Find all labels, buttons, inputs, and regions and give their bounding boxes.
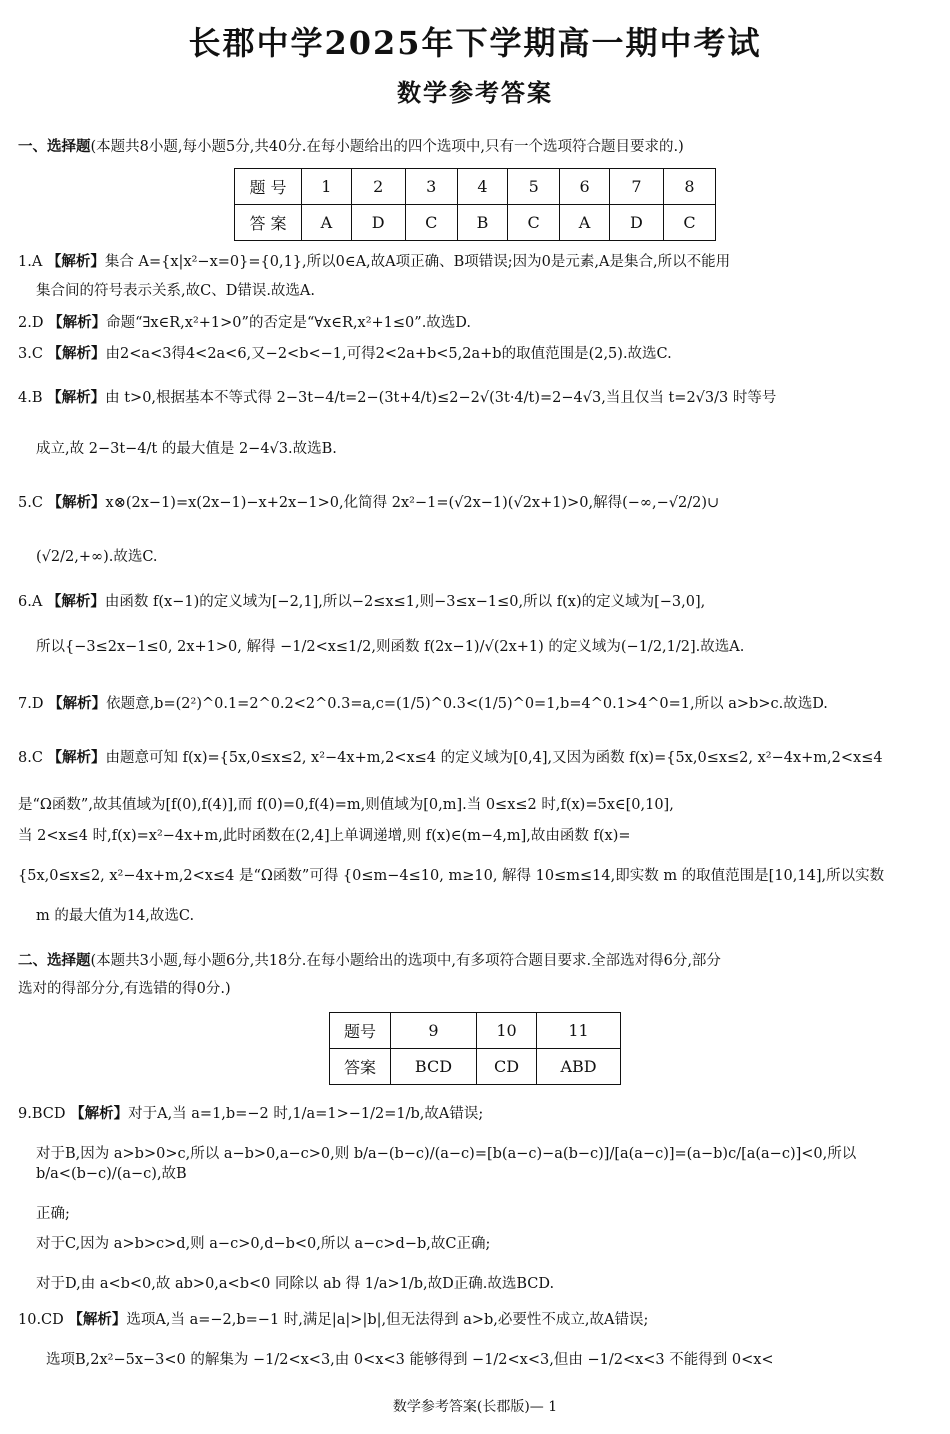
table2-q: 10 — [476, 1013, 536, 1049]
analysis-tag: 【解析】 — [68, 1311, 127, 1328]
table1-q: 7 — [609, 169, 663, 205]
item-line: 正确; — [36, 1206, 70, 1222]
table1-q: 5 — [508, 169, 560, 205]
item-line: 由题意可知 f(x)={5x,0≤x≤2, x²−4x+m,2<x≤4 的定义域为[0,4],又因为函数 f(x)={5x,0≤x≤2, x²−4x+m,2<x≤4 — [105, 750, 883, 766]
table1-q: 2 — [351, 169, 405, 205]
answer-table-2 — [329, 1012, 621, 1085]
table2-answer-row — [330, 1049, 621, 1085]
item-number: 4.B — [18, 390, 43, 406]
section2-note-cont: 选对的得部分分,有选错的得0分.) — [18, 981, 231, 997]
answer-table-1 — [234, 168, 716, 241]
item-line: 集合间的符号表示关系,故C、D错误.故选A. — [36, 283, 316, 299]
item-number: 6.A — [18, 594, 43, 610]
answer-item-4 — [18, 388, 934, 459]
table2-a: BCD — [391, 1049, 477, 1085]
answer-item-9 — [18, 1104, 934, 1294]
answer-item-2 — [18, 313, 934, 333]
page-subtitle: 数学参考答案 — [397, 78, 553, 107]
analysis-tag: 【解析】 — [70, 1105, 129, 1122]
item-number: 8.C — [18, 750, 43, 766]
table1-a: B — [457, 205, 507, 241]
item-number: 7.D — [18, 696, 44, 712]
page-title: 长郡中学2025年下学期高一期中考试 — [188, 24, 762, 62]
analysis-tag: 【解析】 — [48, 314, 107, 331]
table1-answer-row — [235, 205, 716, 241]
analysis-tag: 【解析】 — [47, 389, 106, 406]
table1-a: D — [351, 205, 405, 241]
item-line: 对于B,因为 a>b>0>c,所以 a−b>0,a−c>0,则 b/a−(b−c)/(a−c)=[b(a−c)−a(b−c)]/[a(a−c)]=(a−b)c/[a(a−c)]<0,所以 b/a<(b−c)/(a−c),故B — [36, 1146, 857, 1182]
item-number: 3.C — [18, 346, 43, 362]
table2-a: ABD — [537, 1049, 621, 1085]
table2-q: 9 — [391, 1013, 477, 1049]
section1-title: 一、选择题 — [18, 138, 91, 155]
table2-header-a: 答案 — [330, 1049, 391, 1085]
item-line: 选项B,2x²−5x−3<0 的解集为 −1/2<x<3,由 0<x<3 能够得到 −1/2<x<3,但由 −1/2<x<3 不能得到 0<x< — [46, 1352, 774, 1368]
item-line: m 的最大值为14,故选C. — [36, 908, 195, 924]
section2-title: 二、选择题 — [18, 952, 91, 969]
section1-heading — [18, 133, 934, 161]
item-line: 当 2<x≤4 时,f(x)=x²−4x+m,此时函数在(2,4]上单调递增,则 f(x)∈(m−4,m],故由函数 f(x)= — [18, 828, 631, 844]
item-number: 10.CD — [18, 1312, 64, 1328]
table1-a: A — [560, 205, 610, 241]
table1-q: 8 — [663, 169, 715, 205]
table1-header-q: 题 号 — [235, 169, 302, 205]
table1-header-a: 答 案 — [235, 205, 302, 241]
table1-question-row — [235, 169, 716, 205]
table1-q: 4 — [457, 169, 507, 205]
analysis-tag: 【解析】 — [48, 695, 107, 712]
analysis-tag: 【解析】 — [47, 345, 106, 362]
answer-item-8 — [18, 748, 934, 926]
answer-item-10 — [18, 1310, 934, 1370]
table1-a: C — [508, 205, 560, 241]
analysis-tag: 【解析】 — [46, 253, 105, 270]
table1-q: 6 — [560, 169, 610, 205]
item-line: 是“Ω函数”,故其值域为[f(0),f(4)],而 f(0)=0,f(4)=m,则值域为[0,m].当 0≤x≤2 时,f(x)=5x∈[0,10], — [18, 797, 674, 813]
page-footer: 数学参考答案(长郡版)— 1 — [392, 1399, 558, 1415]
table1-a: A — [302, 205, 352, 241]
item-number: 2.D — [18, 315, 44, 331]
item-line: 所以{−3≤2x−1≤0, 2x+1>0, 解得 −1/2<x≤1/2,则函数 f(2x−1)/√(2x+1) 的定义域为(−1/2,1/2].故选A. — [36, 639, 745, 655]
table2-q: 11 — [537, 1013, 621, 1049]
item-line: 对于C,因为 a>b>c>d,则 a−c>0,d−b<0,所以 a−c>d−b,故C正确; — [36, 1236, 491, 1252]
item-number: 9.BCD — [18, 1106, 66, 1122]
item-number: 5.C — [18, 495, 43, 511]
section1-note: (本题共8小题,每小题5分,共40分.在每小题给出的四个选项中,只有一个选项符合题目要求的.) — [90, 139, 684, 155]
item-line: 依题意,b=(2²)^0.1=2^0.2<2^0.3=a,c=(1/5)^0.3<(1/5)^0=1,b=4^0.1>4^0=1,所以 a>b>c.故选D. — [106, 696, 828, 712]
item-line: 对于D,由 a<b<0,故 ab>0,a<b<0 同除以 ab 得 1/a>1/b,故D正确.故选BCD. — [36, 1276, 555, 1292]
item-line: {5x,0≤x≤2, x²−4x+m,2<x≤4 是“Ω函数”可得 {0≤m−4≤10, m≥10, 解得 10≤m≤14,即实数 m 的取值范围是[10,14],所以实数 — [18, 868, 885, 884]
item-line: 由函数 f(x−1)的定义域为[−2,1],所以−2≤x≤1,则−3≤x−1≤0,所以 f(x)的定义域为[−3,0], — [104, 594, 706, 610]
table1-q: 1 — [302, 169, 352, 205]
analysis-tag: 【解析】 — [46, 593, 105, 610]
section2-note: (本题共3小题,每小题6分,共18分.在每小题给出的选项中,有多项符合题目要求.全部选对得6分,部分 — [90, 953, 721, 969]
answer-item-1 — [18, 252, 934, 301]
item-line: 由2<a<3得4<2a<6,又−2<b<−1,可得2<2a+b<5,2a+b的取值范围是(2,5).故选C. — [105, 346, 672, 362]
analysis-tag: 【解析】 — [47, 494, 106, 511]
answer-item-3 — [18, 344, 934, 364]
table2-question-row — [330, 1013, 621, 1049]
analysis-tag: 【解析】 — [47, 749, 106, 766]
item-line: 对于A,当 a=1,b=−2 时,1/a=1>−1/2=1/b,故A错误; — [128, 1106, 484, 1122]
item-line: 成立,故 2−3t−4/t 的最大值是 2−4√3.故选B. — [36, 441, 337, 457]
table1-a: D — [609, 205, 663, 241]
item-line: 集合 A={x|x²−x=0}={0,1},所以0∈A,故A项正确、B项错误;因为0是元素,A是集合,所以不能用 — [104, 254, 731, 270]
table1-a: C — [405, 205, 457, 241]
item-line: x⊗(2x−1)=x(2x−1)−x+2x−1>0,化简得 2x²−1=(√2x−1)(√2x+1)>0,解得(−∞,−√2/2)∪ — [105, 495, 720, 511]
item-line: 选项A,当 a=−2,b=−1 时,满足|a|>|b|,但无法得到 a>b,必要性不成立,故A错误; — [126, 1312, 649, 1328]
table1-a: C — [663, 205, 715, 241]
item-line: (√2/2,+∞).故选C. — [36, 549, 158, 565]
table2-a: CD — [476, 1049, 536, 1085]
answer-item-7 — [18, 694, 934, 714]
table2-header-q: 题号 — [330, 1013, 391, 1049]
table1-q: 3 — [405, 169, 457, 205]
item-line: 命题“∃x∈R,x²+1>0”的否定是“∀x∈R,x²+1≤0”.故选D. — [106, 315, 472, 331]
item-number: 1.A — [18, 254, 43, 270]
section2-heading — [18, 947, 934, 1003]
answer-item-5 — [18, 493, 934, 567]
item-line: 由 t>0,根据基本不等式得 2−3t−4/t=2−(3t+4/t)≤2−2√(3t·4/t)=2−4√3,当且仅当 t=2√3/3 时等号 — [105, 390, 777, 406]
answer-item-6 — [18, 592, 934, 657]
